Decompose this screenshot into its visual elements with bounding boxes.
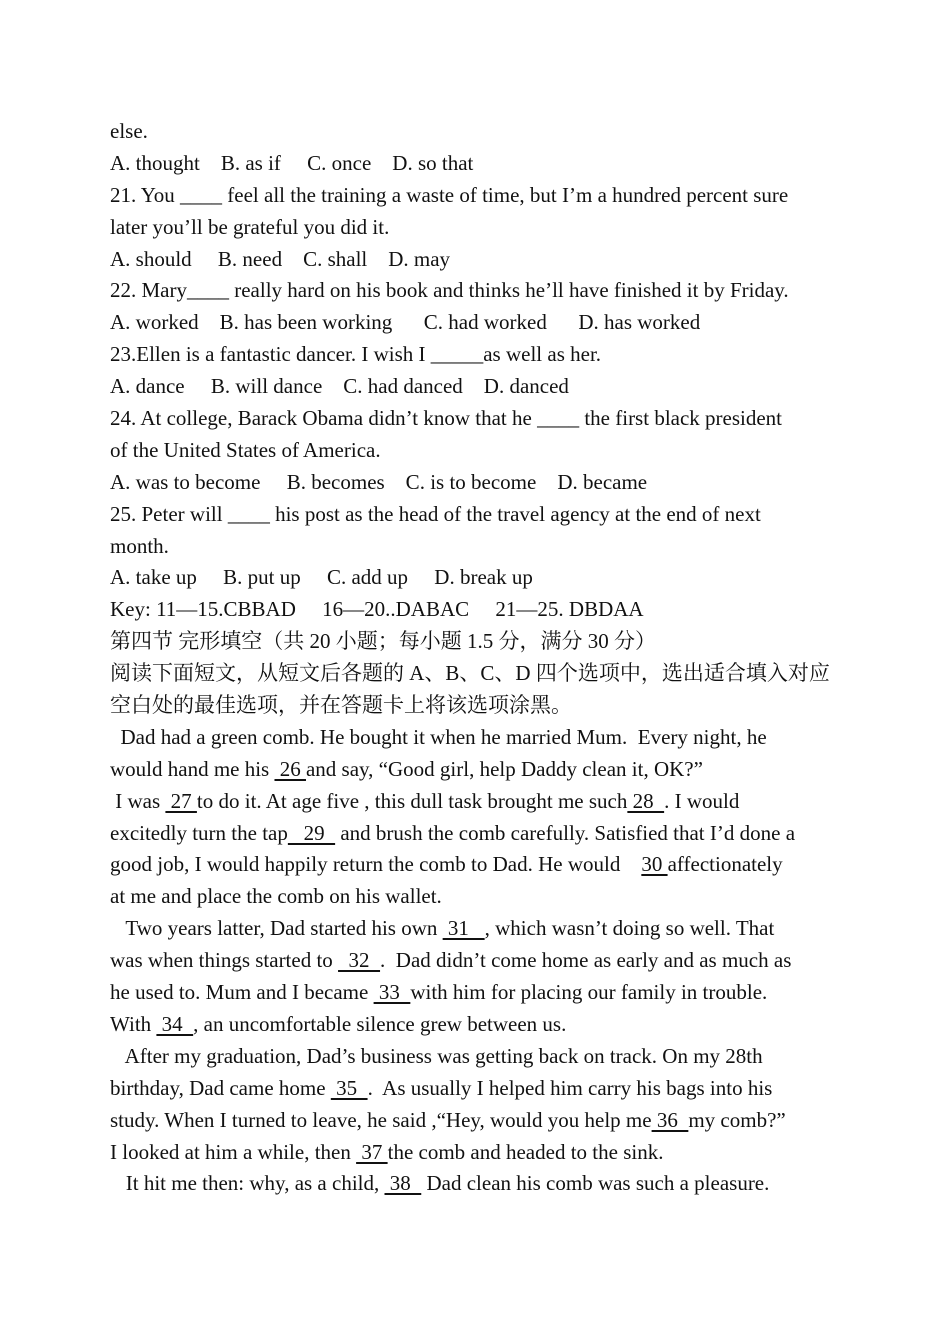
text-line — [110, 594, 870, 626]
text-segment: 24. At college, Barack Obama didn’t know that he ____ the first black president — [110, 406, 783, 431]
text-line — [110, 690, 870, 722]
text-line — [110, 180, 870, 212]
document-page — [110, 116, 870, 1200]
text-segment: 25. Peter will ____ his post as the head of the travel agency at the end of next — [110, 501, 761, 526]
text-line — [110, 275, 870, 307]
text-segment: at me and place the comb on his wallet. — [110, 884, 442, 909]
text-segment: , an uncomfortable silence grew between us. — [193, 1011, 567, 1036]
text-segment: . Dad didn’t come home as early and as much as — [380, 948, 792, 973]
text-segment: 阅读下面短文，从短文后各题的 A、B、C、D 四个选项中，选出适合填入对应 — [110, 661, 830, 686]
text-line — [110, 1041, 870, 1073]
text-segment: . I would — [664, 788, 740, 813]
text-line — [110, 531, 870, 563]
text-line — [110, 1137, 870, 1169]
text-segment: affectionately — [667, 852, 783, 877]
blank-number: 28 — [627, 788, 665, 813]
text-segment: A. dance B. will dance C. had danced D. danced — [110, 374, 569, 399]
text-line — [110, 339, 870, 371]
blank-number: 31 — [442, 916, 485, 941]
text-line — [110, 913, 870, 945]
text-segment: 22. Mary____ really hard on his book and thinks he’ll have finished it by Friday. — [110, 278, 789, 303]
text-line — [110, 562, 870, 594]
text-segment: later you’ll be grateful you did it. — [110, 214, 390, 239]
text-segment: excitedly turn the tap — [110, 820, 288, 845]
text-line — [110, 722, 870, 754]
text-segment: birthday, Dad came home — [110, 1075, 331, 1100]
text-segment: he used to. Mum and I became — [110, 980, 374, 1005]
text-segment: good job, I would happily return the comb to Dad. He would — [110, 852, 642, 877]
blank-number: 30 — [641, 852, 668, 877]
text-line — [110, 116, 870, 148]
text-line — [110, 818, 870, 850]
text-line — [110, 1009, 870, 1041]
text-segment: With — [110, 1011, 157, 1036]
text-line — [110, 499, 870, 531]
blank-number: 33 — [373, 980, 411, 1005]
text-segment: After my graduation, Dad’s business was getting back on track. On my 28th — [110, 1043, 763, 1068]
text-segment: Dad clean his comb was such a pleasure. — [421, 1171, 770, 1196]
blank-number: 35 — [330, 1075, 368, 1100]
text-segment: Dad had a green comb. He bought it when he married Mum. Every night, he — [110, 724, 767, 749]
text-segment: It hit me then: why, as a child, — [110, 1171, 385, 1196]
blank-number: 36 — [651, 1107, 689, 1132]
blank-number: 29 — [287, 820, 336, 845]
text-segment: study. When I turned to leave, he said ,“Hey, would you help me — [110, 1107, 652, 1132]
text-segment: A. thought B. as if C. once D. so that — [110, 150, 474, 175]
text-segment: and say, “Good girl, help Daddy clean it, OK?” — [305, 756, 703, 781]
text-segment: A. was to become B. becomes C. is to become D. became — [110, 469, 648, 494]
text-segment: I looked at him a while, then — [110, 1139, 357, 1164]
text-segment: A. take up B. put up C. add up D. break up — [110, 565, 533, 590]
text-line — [110, 307, 870, 339]
text-segment: my comb?” — [688, 1107, 786, 1132]
text-segment: to do it. At age five , this dull task brought me such — [196, 788, 628, 813]
text-line — [110, 754, 870, 786]
text-segment: 21. You ____ feel all the training a waste of time, but I’m a hundred percent sure — [110, 182, 789, 207]
text-segment: . As usually I helped him carry his bags into his — [367, 1075, 773, 1100]
text-segment: I was — [110, 788, 166, 813]
blank-number: 38 — [384, 1171, 422, 1196]
text-line — [110, 945, 870, 977]
text-line — [110, 977, 870, 1009]
text-segment: month. — [110, 533, 169, 558]
text-line — [110, 148, 870, 180]
text-segment: A. worked B. has been working C. had worked D. has worked — [110, 310, 701, 335]
text-segment: of the United States of America. — [110, 437, 381, 462]
text-segment: Key: 11—15.CBBAD 16—20..DABAC 21—25. DBDAA — [110, 597, 644, 622]
text-line — [110, 212, 870, 244]
text-segment: 空白处的最佳选项，并在答题卡上将该选项涂黑。 — [110, 693, 572, 718]
text-line — [110, 244, 870, 276]
blank-number: 37 — [356, 1139, 388, 1164]
text-segment: 23.Ellen is a fantastic dancer. I wish I _____as well as her. — [110, 342, 602, 367]
text-segment: A. should B. need C. shall D. may — [110, 246, 451, 271]
text-segment: was when things started to — [110, 948, 339, 973]
text-segment: the comb and headed to the sink. — [387, 1139, 664, 1164]
text-segment: would hand me his — [110, 756, 275, 781]
text-line — [110, 1105, 870, 1137]
text-line — [110, 1073, 870, 1105]
text-line — [110, 403, 870, 435]
text-segment: and brush the comb carefully. Satisfied that I’d done a — [335, 820, 796, 845]
blank-number: 34 — [156, 1011, 194, 1036]
text-line — [110, 1168, 870, 1200]
text-line — [110, 786, 870, 818]
text-segment: with him for placing our family in trouble. — [410, 980, 768, 1005]
blank-number: 26 — [274, 756, 306, 781]
text-segment: Two years latter, Dad started his own — [110, 916, 443, 941]
text-line — [110, 371, 870, 403]
text-line — [110, 435, 870, 467]
blank-number: 27 — [165, 788, 197, 813]
text-segment: else. — [110, 119, 148, 143]
text-line — [110, 626, 870, 658]
blank-number: 32 — [338, 948, 381, 973]
text-line — [110, 467, 870, 499]
text-segment: , which wasn’t doing so well. That — [484, 916, 775, 941]
text-line — [110, 849, 870, 881]
text-line — [110, 658, 870, 690]
text-segment: 第四节 完形填空（共 20 小题；每小题 1.5 分，满分 30 分） — [110, 629, 656, 654]
text-line — [110, 881, 870, 913]
